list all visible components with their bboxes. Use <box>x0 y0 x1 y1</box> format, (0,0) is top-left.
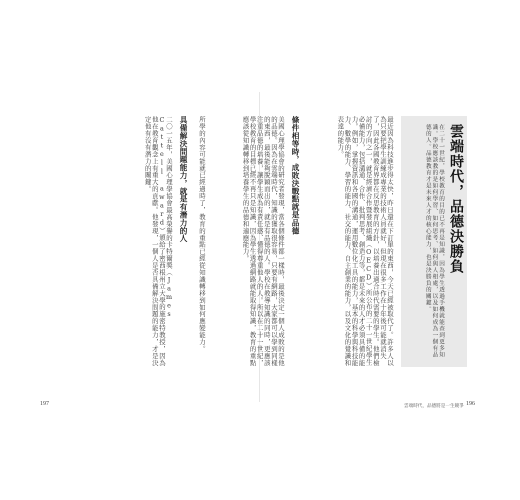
right-body-text: 最近因為科技進步得太快，昨日還在下訂單的東西，今天已經被取代了。許多人以為只要把學生訓練成專業的技術人員就好，但現在很多工作在十年後可能就消失了，因此各國教育界都在反思教育的方針，以培養出適合時代需要的學生。他們檢討的方向之一，就是經濟合作暨發展組織（OECD）所公布的二十一世紀學生必備能力，包括溝通、合作、批判思考、創造力等，都是未來的人才必須具備的能力。例如，掌握資訊和各國的溝通，運用數位化工具的能力，基本的科學與科技能力、數學的能力、學習的能力、社交的能力、自主創業的能力，以及文化的覺識和表達的能力。 <box>336 116 394 367</box>
running-head: 雲端時代，品德將是一生競爭 <box>404 404 464 409</box>
left-body-text-2: 二〇一五年，美國心理學協會最高榮譽的卡特爾獎（James Cattell award）頒給了密西根州立大學的施密特教授，因為他在教育觀念上有重大的貢獻。他發現，一個人是否具備解決問題的能力，才是決定他有沒有潛力的關鍵。 <box>143 116 173 367</box>
sidebar-body: 在二十一世紀，學校教育的目的已不再是知識，因為學生透過手機就能查到更多知識。學校應該教的是如何學習、如何思考、如何與人相處，以及如何成為一個有品德的人。品德教育才是未來人才的核心能力，也是決勝負的關鍵。 <box>424 124 444 358</box>
left-body-text: 所學的內容可能就已經過時了，教育的重點已經從知識轉移到如何應變能力。 <box>198 116 206 353</box>
sidebar-title: 雲端時代，品德決勝負 <box>448 124 464 274</box>
left-page-number: 197 <box>40 401 49 407</box>
right-page-number: 196 <box>466 401 475 407</box>
right-body-text-2: 美國心理學協會的研究者發現，當各個條件都一樣時，最後決定一個人成敗的是他的品德。因為在雲端時代，知識的獲取很容易，只要有網路，大家都可以學到同樣的東西，最後能夠脫穎而出的，就是有品德的人。學校在教導知識的同時，更應該注重品德的培養，讓學生成為有責任感、懂得尊重他人的人。所以在二十一世紀，學校教育的目標已經不再只是知識，因為學生透過網路就能取得知識，教育的重點應該從知識轉移到培養學生的品德和適應能力。 <box>241 116 285 367</box>
right-section-heading: 條件相等時，成敗決戰點就是品德 <box>291 116 300 235</box>
left-section-heading: 具備解決問題能力，就是有潛力的人 <box>179 116 188 243</box>
